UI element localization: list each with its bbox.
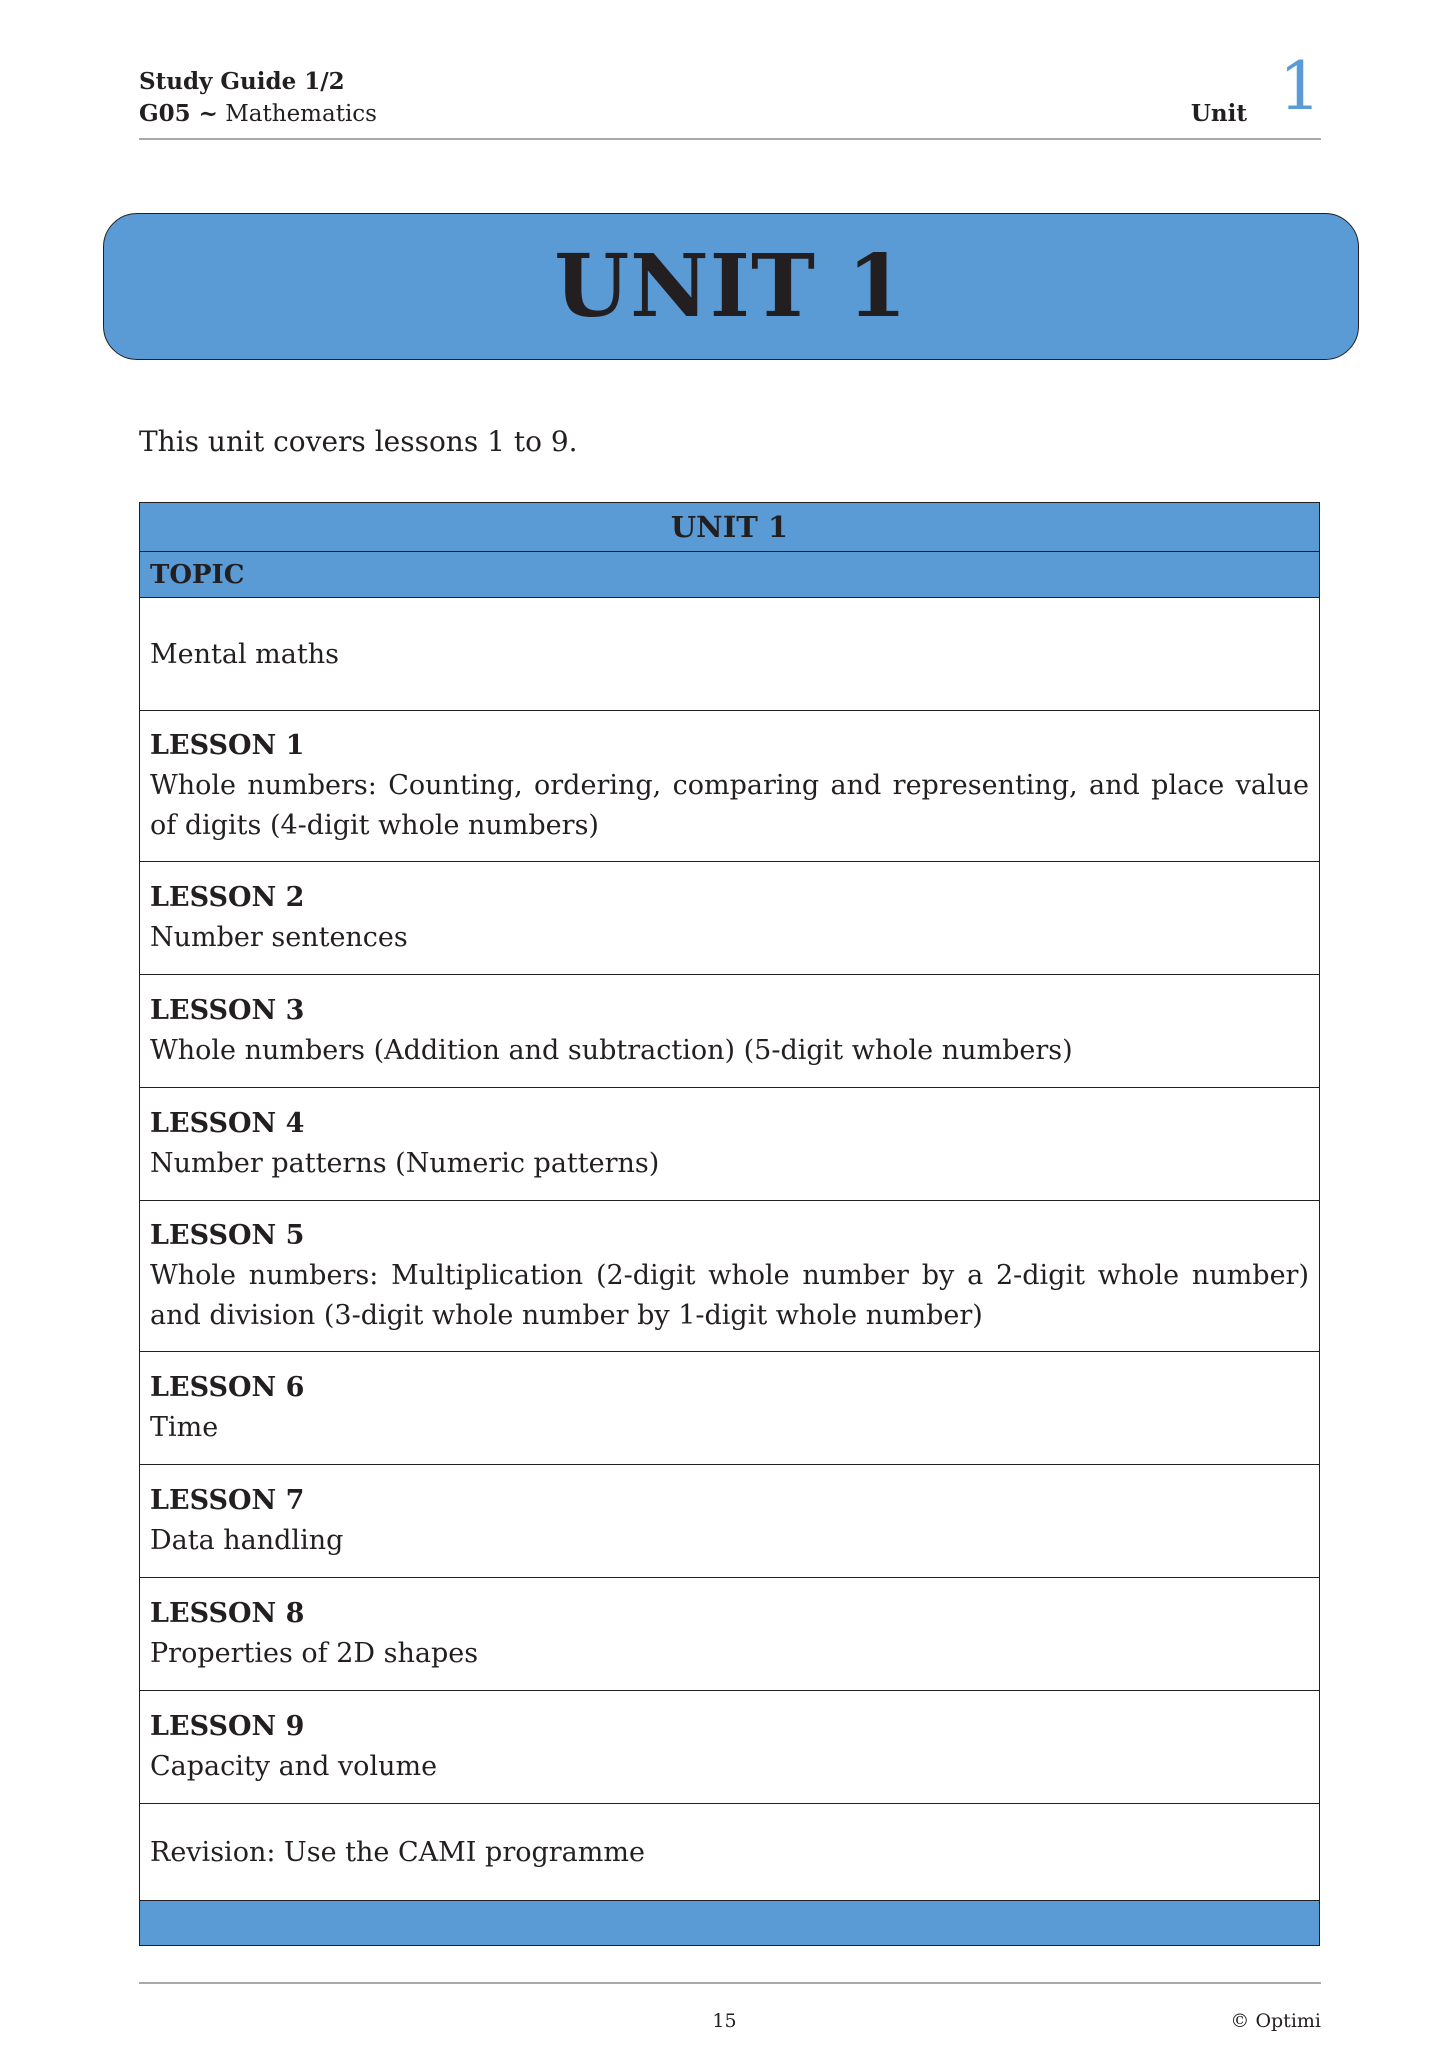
table-row — [140, 711, 1320, 862]
table-row — [140, 862, 1320, 975]
table-row — [140, 1691, 1320, 1804]
revision-row: Revision: Use the CAMI programme — [140, 1804, 1320, 1901]
lesson-desc: Time — [150, 1412, 219, 1443]
lesson-desc: Whole numbers: Counting, ordering, comparing and representing, and place value of digits (4-digit whole numbers) — [150, 770, 1309, 841]
grade-code: G05 ~ — [139, 100, 218, 127]
lesson-title: LESSON 4 — [150, 1108, 305, 1139]
lessons-table — [139, 502, 1320, 1946]
lesson-title: LESSON 5 — [150, 1220, 305, 1251]
lesson-desc: Capacity and volume — [150, 1751, 438, 1782]
table-row — [140, 1578, 1320, 1691]
lesson-title: LESSON 1 — [150, 730, 305, 761]
lesson-title: LESSON 3 — [150, 995, 305, 1026]
topic-label: TOPIC — [140, 552, 1320, 598]
lesson-desc: Whole numbers: Multiplication (2-digit whole number by a 2-digit whole number) and division (3-digit whole number by 1-digit whole number) — [150, 1260, 1309, 1331]
table-row — [140, 1465, 1320, 1578]
lesson-desc: Whole numbers (Addition and subtraction) (5-digit whole numbers) — [150, 1035, 1073, 1066]
banner-title: UNIT 1 — [554, 236, 908, 337]
copyright: © Optimi — [1230, 2010, 1321, 2032]
subject-line — [139, 100, 377, 127]
lesson-title: LESSON 7 — [150, 1485, 305, 1516]
subject-name: Mathematics — [225, 101, 377, 127]
lesson-desc: Data handling — [150, 1525, 344, 1556]
table-heading: UNIT 1 — [140, 503, 1320, 552]
table-row — [140, 1201, 1320, 1352]
footer-divider — [139, 1982, 1321, 1984]
table-footer-band — [140, 1901, 1320, 1946]
unit-number: 1 — [1279, 48, 1321, 125]
lesson-title: LESSON 8 — [150, 1598, 305, 1629]
lesson-desc: Number patterns (Numeric patterns) — [150, 1148, 660, 1179]
intro-text: This unit covers lessons 1 to 9. — [139, 425, 578, 458]
table-row — [140, 975, 1320, 1088]
table-row — [140, 1352, 1320, 1465]
page-number: 15 — [712, 2010, 737, 2032]
lesson-title: LESSON 2 — [150, 882, 305, 913]
table-row — [140, 1088, 1320, 1201]
lesson-desc: Number sentences — [150, 922, 408, 953]
lesson-title: LESSON 9 — [150, 1711, 305, 1742]
unit-banner — [103, 213, 1359, 360]
page-header — [139, 48, 1321, 140]
unit-label: Unit — [1190, 100, 1247, 127]
mental-maths-row: Mental maths — [140, 598, 1320, 711]
lesson-title: LESSON 6 — [150, 1372, 305, 1403]
lesson-desc: Properties of 2D shapes — [150, 1638, 479, 1669]
guide-title: Study Guide 1/2 — [139, 68, 345, 95]
